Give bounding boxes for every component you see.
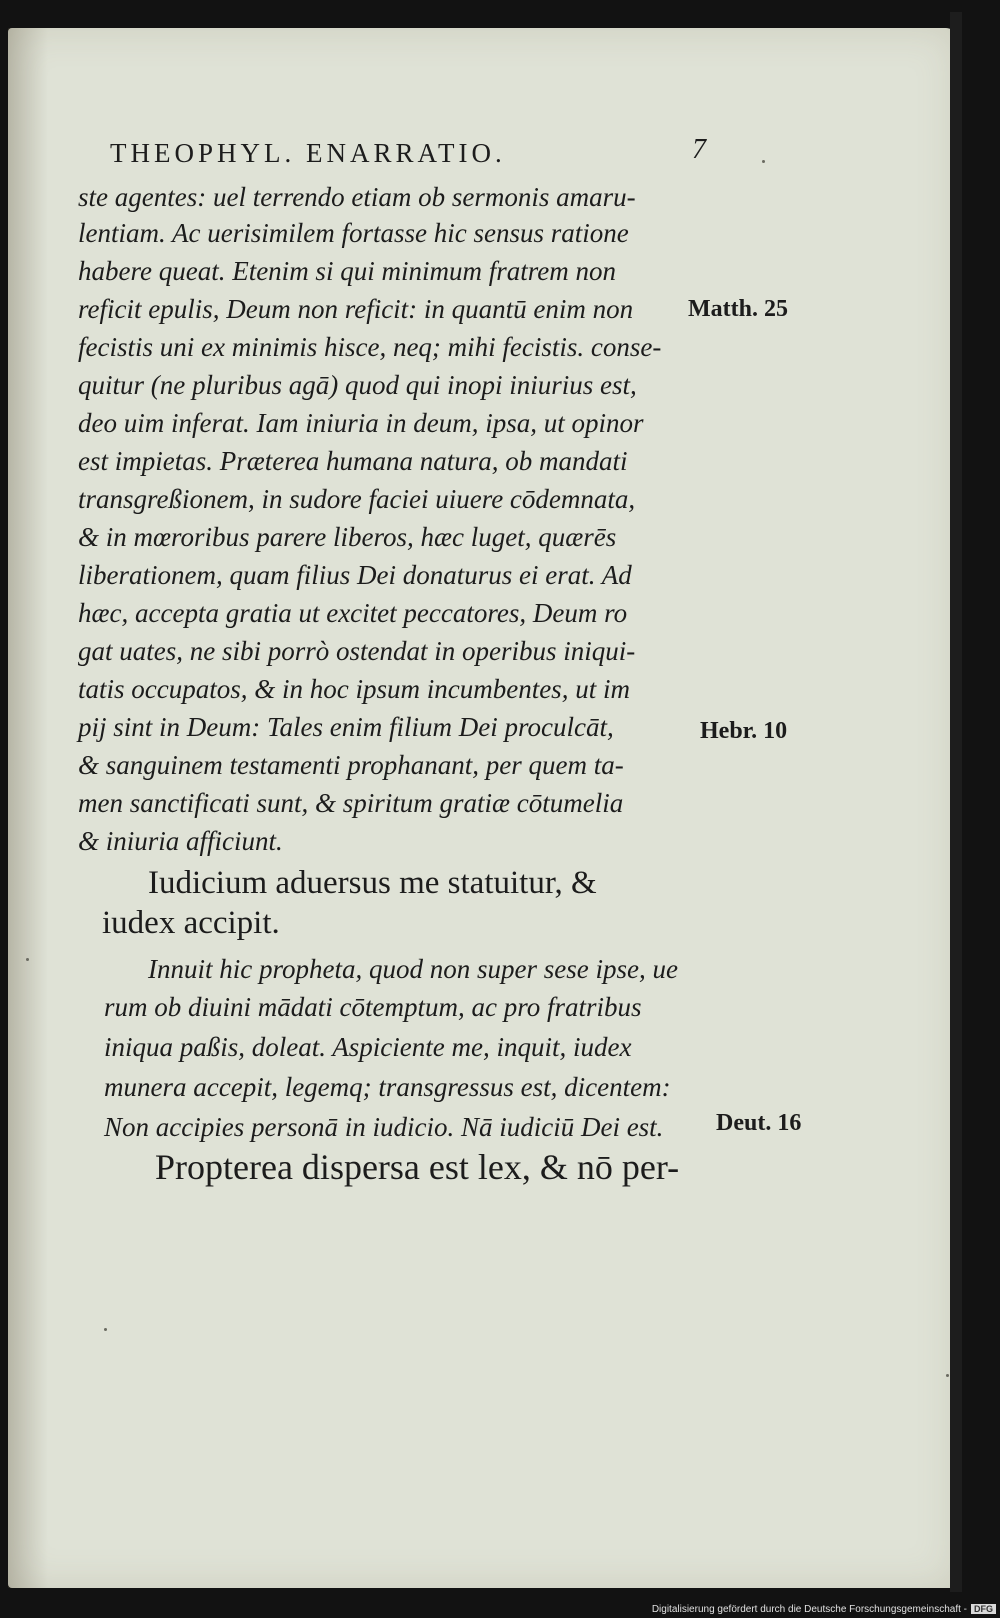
text-line: Non accipies personā in iudicio. Nā iudiciū Dei est. bbox=[104, 1112, 664, 1142]
gutter-shadow bbox=[8, 28, 48, 1588]
text-line: deo uim inferat. Iam iniuria in deum, ipsa, ut opinor bbox=[78, 408, 644, 438]
page-edge bbox=[950, 12, 962, 1592]
paper-speck bbox=[26, 958, 29, 961]
paper-speck bbox=[104, 1328, 107, 1331]
text-line: pij sint in Deum: Tales enim filium Dei proculcāt, bbox=[78, 712, 614, 742]
text-line: tatis occupatos, & in hoc ipsum incumbentes, ut im bbox=[78, 674, 630, 704]
text-line: habere queat. Etenim si qui minimum fratrem non bbox=[78, 256, 616, 286]
paper-speck bbox=[762, 160, 765, 163]
text-line: & iniuria afficiunt. bbox=[78, 826, 283, 856]
digitization-credit bbox=[652, 1602, 996, 1616]
text-line: est impietas. Præterea humana natura, ob mandati bbox=[78, 446, 628, 476]
page-number: 7 bbox=[692, 134, 706, 165]
credit-text: Digitalisierung gefördert durch die Deutsche Forschungsgemeinschaft - bbox=[651, 1603, 967, 1615]
text-line: Innuit hic propheta, quod non super sese ipse, ue bbox=[148, 954, 678, 984]
lemma-line: Propterea dispersa est lex, & nō per- bbox=[155, 1147, 680, 1187]
text-line: lentiam. Ac uerisimilem fortasse hic sensus ratione bbox=[78, 218, 629, 248]
text-line: rum ob diuini mādati cōtemptum, ac pro fratribus bbox=[104, 992, 642, 1022]
text-line: & sanguinem testamenti prophanant, per quem ta- bbox=[78, 750, 624, 780]
text-line: ste agentes: uel terrendo etiam ob sermonis amaru- bbox=[78, 182, 636, 212]
text-line: gat uates, ne sibi porrò ostendat in operibus iniqui- bbox=[78, 636, 636, 666]
margin-note-matth: Matth. 25 bbox=[688, 296, 788, 322]
text-line: liberationem, quam filius Dei donaturus ei erat. Ad bbox=[78, 560, 632, 590]
text-line: reficit epulis, Deum non reficit: in quantū enim non bbox=[78, 294, 634, 324]
lemma-line: Iudicium aduersus me statuitur, & bbox=[148, 865, 597, 901]
text-line: quitur (ne pluribus agā) quod qui inopi iniurius est, bbox=[78, 370, 637, 400]
running-header bbox=[110, 134, 710, 174]
text-line: munera accepit, legemq; transgressus est, dicentem: bbox=[104, 1072, 671, 1102]
lemma-line: iudex accipit. bbox=[102, 905, 280, 941]
text-line: iniqua paßis, doleat. Aspiciente me, inquit, iudex bbox=[104, 1032, 632, 1062]
text-line: fecistis uni ex minimis hisce, neq; mihi fecistis. conse- bbox=[78, 332, 662, 362]
margin-note-deut: Deut. 16 bbox=[716, 1110, 802, 1136]
text-line: hæc, accepta gratia ut excitet peccatores, Deum ro bbox=[78, 598, 628, 628]
paper-speck bbox=[946, 1374, 949, 1377]
text-line: & in mœroribus parere liberos, hæc luget, quærēs bbox=[78, 522, 617, 552]
text-line: transgreßionem, in sudore faciei uiuere cōdemnata, bbox=[78, 484, 636, 514]
dfg-logo: DFG bbox=[971, 1604, 996, 1614]
header-title: THEOPHYL. ENARRATIO. bbox=[110, 138, 506, 168]
text-line: men sanctificati sunt, & spiritum gratiæ cōtumelia bbox=[78, 788, 624, 818]
margin-note-hebr: Hebr. 10 bbox=[700, 718, 788, 744]
